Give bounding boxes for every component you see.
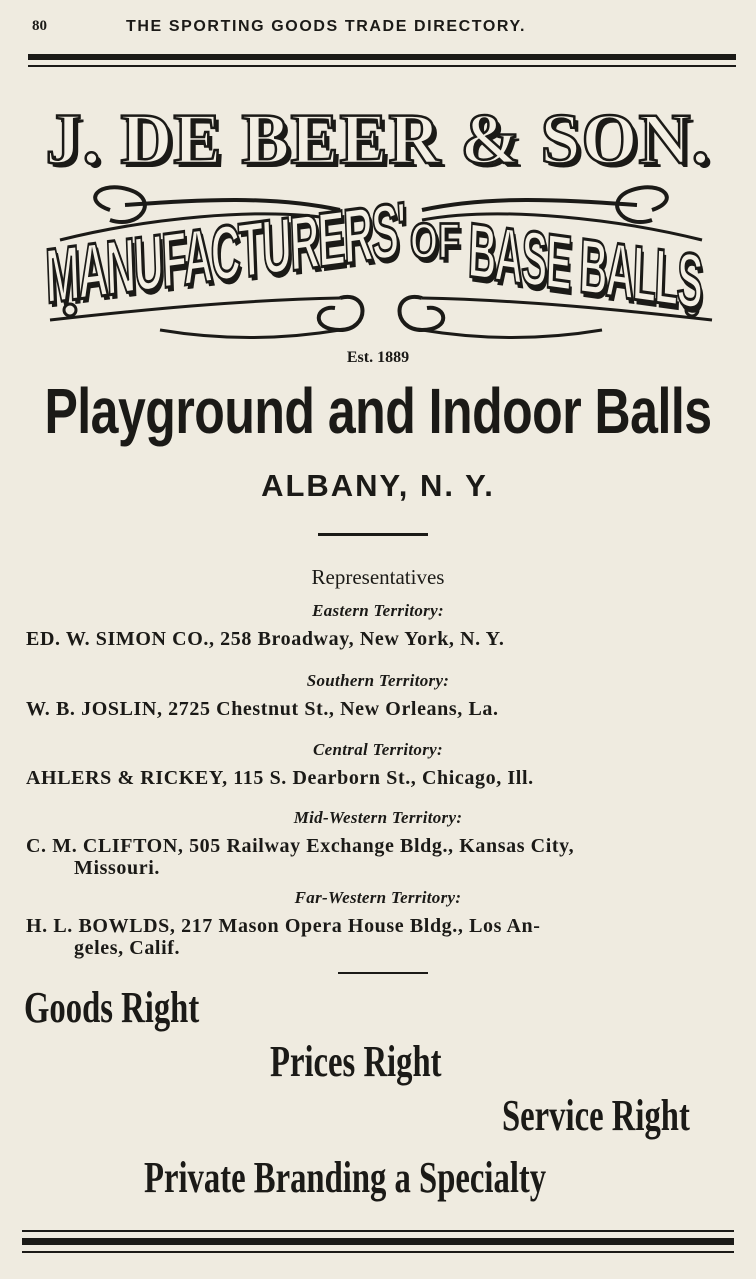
slogan-service: Service Right (502, 1091, 690, 1141)
running-head (0, 18, 756, 40)
divider-rule-small (338, 972, 428, 974)
rep-far-western-line2: geles, Calif. (74, 937, 181, 959)
established-year: Est. 1889 (346, 349, 410, 366)
slogan-goods: Goods Right (24, 983, 200, 1033)
territory-southern: Southern Territory: (306, 671, 450, 690)
territory-eastern: Eastern Territory: (312, 601, 444, 620)
firm-name: J. DE BEER & SON. (45, 99, 711, 179)
bottom-rule-thick (22, 1238, 734, 1245)
rep-eastern (26, 628, 732, 651)
rep-mid-western-line1: C. M. CLIFTON, 505 Railway Exchange Bldg., Kansas City, (26, 835, 575, 857)
top-rule-thin (28, 65, 736, 67)
rep-far-western (26, 915, 732, 959)
bottom-rule-thin (22, 1230, 734, 1232)
rep-far-western-line1: H. L. BOWLDS, 217 Mason Opera House Bldg., Los An- (26, 915, 541, 937)
running-title: THE SPORTING GOODS TRADE DIRECTORY. (126, 18, 527, 35)
banner-of: OF (410, 212, 460, 270)
rep-mid-western (26, 835, 732, 879)
banner-manufacturers: MANUFACTURERS' (44, 186, 407, 321)
bottom-rule-thin-2 (22, 1251, 734, 1253)
slogan-private-branding: Private Branding a Specialty (144, 1153, 547, 1203)
rep-southern (26, 698, 732, 721)
rep-southern-line: W. B. JOSLIN, 2725 Chestnut St., New Orleans, La. (26, 698, 499, 720)
product-headline: Playground and Indoor Balls (44, 375, 712, 447)
rep-eastern-line: ED. W. SIMON CO., 258 Broadway, New York, N. Y. (26, 628, 505, 650)
divider-rule (318, 533, 428, 536)
rep-central (26, 767, 732, 790)
city: ALBANY, N. Y. (261, 468, 495, 503)
territory-mid-western: Mid-Western Territory: (293, 808, 463, 827)
slogan-prices: Prices Right (270, 1037, 442, 1087)
top-rule-thick (28, 54, 736, 60)
territory-central: Central Territory: (313, 740, 443, 759)
page-number: 80 (32, 18, 47, 34)
rep-mid-western-line2: Missouri. (74, 857, 160, 879)
representatives-title: Representatives (311, 565, 445, 589)
banner-base-balls: BASE BALLS (466, 206, 703, 326)
rep-central-line: AHLERS & RICKEY, 115 S. Dearborn St., Chicago, Ill. (26, 767, 534, 789)
territory-far-western: Far-Western Territory: (294, 888, 462, 907)
